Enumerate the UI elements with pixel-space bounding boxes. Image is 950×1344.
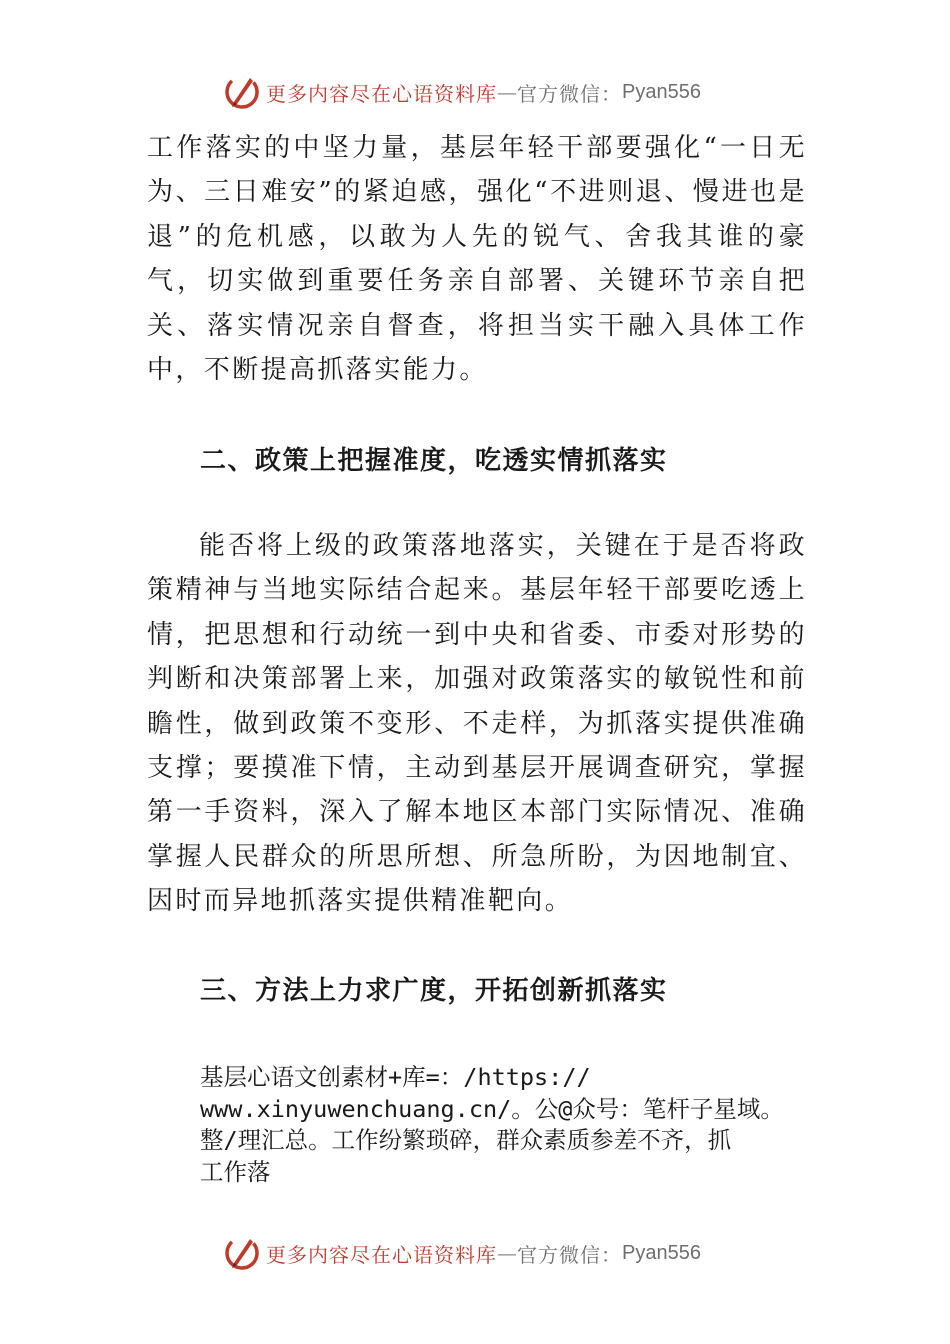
section-heading-3: 三、方法上力求广度，开拓创新抓落实 <box>200 976 668 1006</box>
watermark-wechat-id: Pyan556 <box>622 1241 701 1264</box>
watermark-official-label: 官方微信： <box>517 1242 622 1267</box>
watermark-text: 更多内容尽在心语资料库 <box>266 1242 497 1267</box>
body-paragraph-1: 工作落实的中坚力量，基层年轻干部要强化“一日无为、三日难安”的紧迫感，强化“不进则退、慢进也是退”的危机感，以敢为人先的锐气、舍我其谁的豪气，切实做到重要任务亲自部署、关键环节亲自把关、落实情况亲自督查，将担当实干融入具体工作中，不断提高抓落实能力。 <box>147 133 807 386</box>
watermark-wechat-id: Pyan556 <box>622 80 701 103</box>
pen-logo-icon <box>222 72 262 112</box>
pen-logo-icon <box>222 1233 262 1273</box>
watermark-header <box>222 72 701 112</box>
watermark-dash: — <box>497 1241 517 1265</box>
watermark-text: 更多内容尽在心语资料库 <box>266 81 497 106</box>
watermark-text-block: 基层心语文创素材+库=：/https:// www.xinyuwenchuang.cn/。公@众号：笔杆子星域。 整/理汇总。工作纷繁琐碎，群众素质参差不齐，抓 工作落 <box>200 1063 784 1186</box>
body-paragraph-2: 能否将上级的政策落地落实，关键在于是否将政策精神与当地实际结合起来。基层年轻干部要吃透上情，把思想和行动统一到中央和省委、市委对形势的判断和决策部署上来，加强对政策落实的敏锐性和前瞻性，做到政策不变形、不走样，为抓落实提供准确支撑；要摸准下情，主动到基层开展调查研究，掌握第一手资料，深入了解本地区本部门实际情况、准确掌握人民群众的所思所想、所急所盼，为因地制宜、因时而异地抓落实提供精准靶向。 <box>147 531 807 917</box>
watermark-dash: — <box>497 80 517 104</box>
watermark-official-label: 官方微信： <box>517 81 622 106</box>
section-heading-2: 二、政策上把握准度，吃透实情抓落实 <box>200 446 668 476</box>
watermark-footer <box>222 1233 701 1273</box>
